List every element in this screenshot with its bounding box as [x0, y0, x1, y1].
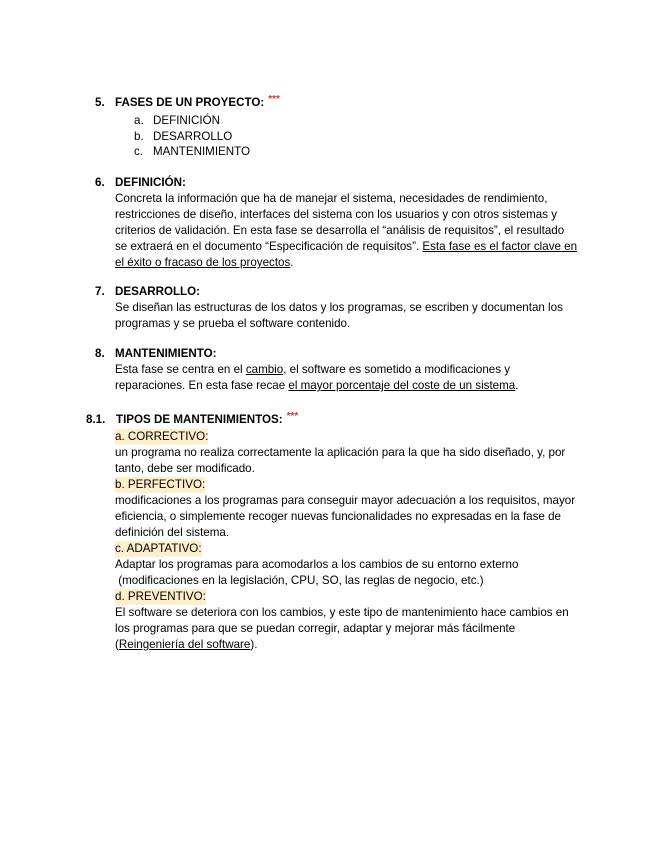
section-title: MANTENIMIENTO:: [115, 347, 217, 360]
maintenance-paragraph: [115, 362, 525, 394]
section-title: FASES DE UN PROYECTO:: [115, 96, 265, 109]
section-number: 6.: [95, 176, 105, 189]
section-6-heading: [95, 175, 186, 191]
maintenance-types: [115, 429, 579, 653]
paragraph-text: Concreta la información que ha de manejar el sistema, necesidades de rendimiento, restricciones de diseño, interfaces del sistema con los usuarios y con otros sistemas y criterios de validación. En esta fase se desarrolla el “análisis de requisitos”, el resultado se extraerá en el documento “Especificación de requisitos”.: [115, 192, 565, 253]
change-underlined: cambio: [245, 363, 284, 376]
importance-stars: ***: [286, 411, 299, 422]
section-8-1-heading: [86, 412, 298, 429]
list-marker: a.: [134, 114, 144, 127]
phases-list: [134, 113, 250, 160]
section-title: DESARROLLO:: [115, 285, 201, 298]
corrective-text: un programa no realiza correctamente la aplicación para la que ha sido diseñado, y, por tanto, debe ser modificado.: [115, 446, 566, 475]
list-item-text: DEFINICIÓN: [153, 114, 220, 127]
list-marker: b.: [134, 129, 144, 143]
list-marker: c.: [134, 145, 144, 158]
section-title: TIPOS DE MANTENIMIENTOS:: [116, 413, 283, 426]
preventive-label: d. PREVENTIVO:: [115, 590, 206, 603]
paragraph-end: .: [515, 379, 519, 392]
adaptive-text-line1: Adaptar los programas para acomodarlos a los cambios de su entorno externo: [115, 558, 519, 571]
perfective-label: b. PERFECTIVO:: [115, 478, 206, 491]
section-number: 7.: [95, 285, 105, 298]
importance-stars: ***: [268, 94, 280, 105]
list-item: [134, 144, 250, 160]
adaptive-label: c. ADAPTATIVO:: [115, 542, 202, 555]
paragraph-text: Se diseñan las estructuras de los datos y los programas, se escriben y documentan los programas y se prueba el software contenido.: [115, 301, 563, 330]
section-5-heading: [95, 95, 280, 112]
list-item-text: DESARROLLO: [153, 129, 233, 143]
section-title: DEFINICIÓN:: [115, 176, 186, 189]
paragraph-end: ).: [250, 638, 258, 651]
list-item: [134, 113, 250, 129]
corrective-label: a. CORRECTIVO:: [115, 430, 209, 443]
paragraph-text: Esta fase se centra en el: [115, 363, 246, 376]
section-number: 5.: [95, 96, 105, 109]
list-item: [134, 129, 250, 145]
section-number: 8.1.: [86, 413, 106, 426]
section-8-heading: [95, 346, 217, 362]
cost-underlined: el mayor porcentaje del coste de un sistema: [288, 379, 516, 392]
list-item-text: MANTENIMIENTO: [153, 145, 251, 158]
development-paragraph: [115, 300, 579, 332]
reengineering-underlined: Reingeniería del software: [118, 638, 251, 651]
section-7-heading: [95, 284, 200, 300]
adaptive-text-line2: (modificaciones en la legislación, CPU, SO, las reglas de negocio, etc.): [115, 574, 484, 587]
perfective-text: modificaciones a los programas para conseguir mayor adecuación a los requisitos, mayor eficiencia, o simplemente recoger nuevas funcionalidades no expresadas en la fase de definición del sistema.: [115, 494, 576, 539]
section-number: 8.: [95, 347, 105, 360]
definition-paragraph: [115, 191, 579, 271]
preventive-text: El software se deteriora con los cambios, y este tipo de mantenimiento hace cambios en los programas para que se puedan corregir, adaptar y mejorar más fácilmente (: [115, 606, 569, 651]
paragraph-text: , el software es sometido a modificaciones y reparaciones. En esta fase recae: [115, 363, 511, 392]
paragraph-end: .: [290, 256, 294, 269]
key-factor-underlined: Esta fase es el factor clave en el éxito o fracaso de los proyectos: [115, 240, 578, 269]
